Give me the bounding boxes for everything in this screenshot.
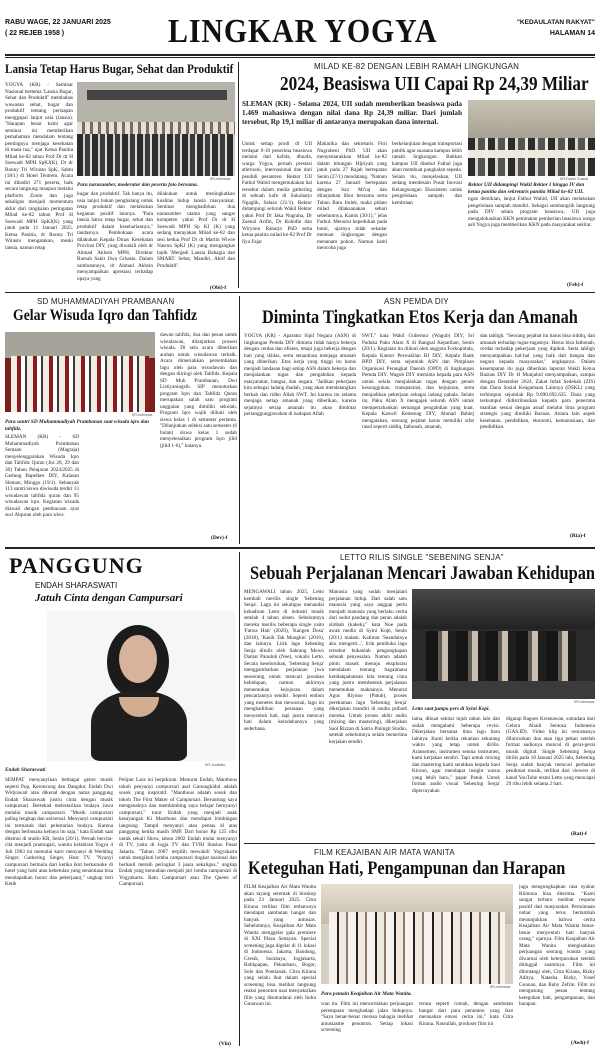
panggung-person-name: ENDAH SHARASWATI	[35, 581, 118, 590]
column-divider	[238, 62, 239, 288]
hijri-date-line: ( 22 REJEB 1958 )	[5, 30, 65, 37]
masthead-motto: "KEDAULATAN RAKYAT"	[516, 19, 595, 26]
film-photo-credit: KR-Istimewa	[490, 985, 511, 989]
section-rule	[244, 843, 595, 844]
masthead-rule	[5, 54, 595, 56]
uii-headline: 2024, Beasiswa UII Capai Rp 24,39 Miliar	[280, 73, 589, 95]
sd-column-2: dawan tahfidz, doa dan pesan untuk wisudawan, dilanjutkan prosesi wisuda. Di sela acara diberikan arahan untuk wisudawan terbaik. Acara dimeriahkan persembahan lagu oleh para wisudawan dan dengan diiringi oleh Tahfidz. Kepala SD Muh Prambanan, Dwi Listiyaningsih SIP menuturkan program Iqro dan Tahfidz Quran merupakan salah satu program unggulan yang dimiliki sekolah. Program Iqro wajib diikuti oleh siswa kelas 1 di semester pertama. "Dilanjutkan seleksi satu semester (6 bulan) siswa kelas 1 sudah menyelesaikan program Iqro jilid (jilid 1-6)," katanya.	[160, 332, 237, 449]
uii-column-2: Maharika dan sekretaris Fitri Nugraheni PhD. UII akan menyemarakkan Milad ke-82 dalam hitungan Hijriyah yang jatuh pada 27 Rajab bertepatan Senin (27/1) mendatang. "Namun karena 27 Januari bertepatan dengan Isra Mi'raj dan dilanjutkan libur bersama serta Tahun Baru Imlek, maka pidato milad dilaksanakan sehari sebelumnya, Kamis (30/1)," jelas Fathul. Menurut kepedulian pada bumi, ujarnya tidak sekadar memuat lingkungan dengan menanam pohon. Namun kami mencoba juga	[317, 141, 387, 251]
letto-press-photo	[412, 589, 595, 699]
lansia-column-2: bugar dan produktif. Tak hanya itu, usia lanjut bukan penghalang untuk tetap produktif dan melakukan kegiatan positif lainnya. "Para lansia harus tetap bugar, sehat dan produktif dalam kesehariannya," tandasnya. Pembukaan acara dilakukan Kepala Dinas Kesehatan Provinsi DIY, yang diwakili oleh dr Ahmad Akhsin MPH, Direktur Rumah Sakit Jiwa Grhasia. Dalam sambutannya, dr Ahmad Akhsin menyampaikan apresiasi terhadap upaya yang	[77, 191, 153, 282]
sd-kicker: SD MUHAMMADIYAH PRAMBANAN	[37, 297, 175, 306]
letto-column-3: lama, dibuat sekitar tujuh tahun lalu dan sudah mengalami beberapa revisi. Dikerjakan bersama lima lagu baru lainnya. Kami ketika rekaman sekarang waktu yang tetap untuk dirilis. Aransemen, instrumen semua instrumen, kami kerjakan sendiri. Tapi untuk mixing dan mastering kami serahkan kepada Saoi Kirono, agar mendapat insight warna yang lebih baru," papar Patub. Untuk format audio visual 'Sebening Senja' dipercayakan	[412, 716, 500, 794]
panggung-column-1: SEMPAT menyanyikan berbagai genre musik seperti Pop, Keroncong dan Dangdut, Endah Dwi Widyawati atau dikenal dengan nama panggung Endah Sharaswati justru cinta dengan musik campursari. Bertekad melestarikan budaya Jawa melalui musik campursari. "Musik campursari paling lengkap dan universal. Menyanyi campursari ini termasuk dari pelestarian budaya. Karena dengan berbusana kebaya itu saja," kata Endah saat ditemui di studio KR, Senin (20/1). Pernah bercita-cita menjadi pramugari, wanita kelahiran Yogya 4 Juli 1983 ini memulai karir menyanyi di Wedding Singer, Gathering Singer, Host TV. "Nyanyi campursari bermula dari ketika ikut berkaraoke di hotel yang hobi atau kebetulan yang senantiasa bisa mendapatkan honor dan pekerjaan)," ungkap istri Ketik	[5, 777, 113, 887]
letto-kicker: LETTO RILIS SINGLE "SEBENING SENJA"	[340, 553, 504, 562]
sd-photo-credit: KR-Istimewa	[132, 413, 153, 417]
panggung-column-2: Pelipur Lara ini berpikiran. Menurut Endah, Manthous tokoh penyanyi campursari asal Gunungkidul adalah sosok yang inspiratif. "Manthous adalah sosok dan tokoh The First Maker of Campursari. Beruntung saya mengenalnya dan membimbing saya belajar bernyanyi campursari," tutur Endah yang menjadi anak kesayangan Ki Manthous dan mendapat bimbingan langsung. Tampil menyanyi atau pentas di atas panggung ketika masih SMP. Dari honor Rp 125 ribu untuk sekali Show, tahun 2002 Endah mulai menyanyi di TV, yaitu di Jogja TV dan TVRI Stasiun Pusat Jakarta. "Tahun 2007 terpilih mewakili Yogyakarta untuk mengikuti lomba campursari tingkat nasional dan berhasil meraih peringkat 3 juara sekaligus," ungkap Endah yang kemudian menjadi juri lomba campursari di Yogyakarta. Ratu Campursari atau The Queen of Campursari.	[119, 777, 237, 887]
lansia-photo-credit: KR-Istimewa	[210, 177, 231, 181]
panggung-section	[5, 551, 237, 1050]
lansia-headline: Lansia Tetap Harus Bugar, Sehat dan Produktif	[5, 61, 234, 76]
endah-photo-credit: KR-Juwitatto	[205, 763, 226, 767]
story-letto	[244, 551, 595, 841]
asn-column-1: YOGYA (KR) - Aparatur Sipil Negara (ASN) di lingkungan Pemda DIY diminta tidak hanya bekerja dengan cerdas dan efisien, tetapi juga bekerja dengan hati yang ikhlas, serta senantiasa menjaga amanah yang diberikan. Etos kerja yang tinggi itu harus menjadi landasan bagi setiap ASN dalam bekerja dan menjalankan tugas dan pengabdian kepada masyarakat, bangsa, dan negara. "Jadikan pekerjaan kita sebagai ladang ibadah, yang akan mendatangkan berkah dan ridho Allah SWT. Ini karena itu selama menjaga setiap amanah yang diberikan, karena sejatinya setiap amanah itu akan dimintai pertanggungjawaban di hadapan Allah	[244, 333, 356, 417]
letto-column-2: Manusia yang sudah menjalani perjalanan hidup. Dari salah satu manusia yang saya anggap perlu menjadi manusia yang berlaku cerita dari sudut pandang dan peran adalah simbah (kakek)," kata Noe pada awak media di Syini Kopi, Senin (20/1) malam. Kalimat 'Seandainya aku mengerti...', lirik pembuka lagu tersebut bukanlah pengungkapan sebuah penyesalan. Namun adalah pintu masuk menuju eksplorasi mendalam tentang bagaimana ketidakpahaman kita tentang cinta yang justru membentuk perjalanan menemukan maknanya. Menurut Agus Riyono (Patub), proses perekaman lagu 'Sebening Senja' dikerjakan mandiri di studio pribadi mereka. Untuk proses akhir audio (mixing dan mastering), dikerjakan Saoi Rizzan di Satrio Piningit Studio, setelah sebelumnya selalu menerima kerjakan sendiri.	[329, 589, 407, 745]
column-divider	[239, 296, 240, 544]
sd-graduation-photo	[5, 332, 155, 412]
story-lansia	[5, 60, 235, 290]
letto-column-4: digarap Bagoes Kresnawan, sutradara dari Gelora Abadi Sentosa Indonesia (GAS.ID). Video klip ini rencananya diluncurkan dua atau tiga pekan setelah format audionya muncul di gerai-gerai musik digital. Single Sebening Senja dirilis pada 18 Januari 2025 lalu, Sebening Senja sudah banyak mencuri perhatian penikmat musik, terlihat dari viewers di kanal YouTube resmi Letto yang mencapai 29 ribu lebih selama 2 hari.	[506, 716, 595, 787]
panggung-subtitle: Jatuh Cinta dengan Campursari	[35, 592, 183, 604]
asn-column-2: SWT," kata Wakil Gubernur (Wagub) DIY, Sri Paduka Paku Alam X di Bangsal Kepatihan, Senin (20/1). Kegiatan itu diikuti oleh anggota Forkopimda, Kepala Kantor Perwakilan BI DIY, Kepala Bank BPD DIY, serta sejumlah ASN dan Pimpinan Organisasi Perangkat Daerah (OPD) di lingkungan Pemda DIY. Wagub DIY meminta kepada para ASN untuk selalu menjalankan tugas dengan penuh kesungguhan, transparansi, dan kejujuran, serta menjadikan pekerjaan sebagai ladang pahala. Selain itu, Paku Alam X mengajak seluruh ASN untuk mempertahankan semangat pengabdian yang kuat. Kepala Kanwil Kemenag DIY, Ahmad Bahiej mengatakan, seorang pejabat harus memiliki sifat rasul seperti siddiq, fathonah, amanah,	[362, 333, 474, 430]
asn-signature: (Ria)-f	[570, 533, 586, 539]
film-signature: (Awh)-f	[571, 1040, 589, 1046]
endah-portrait-photo	[47, 611, 235, 761]
asn-headline: Diminta Tingkatkan Etos Kerja dan Amanah	[262, 307, 578, 328]
film-column-1: FILM Keajaiban Air Mata Wanita akan tayang serentak di bioskop pada 23 Januari 2025. Citra Kirana terlibat film terbarunya mendapat sambutan hangat dan banyak yang antusias. Sebelumnya, Keajaiban Air Mata Wanita menggelar gala premiere di XXI Plaza Senayan. Special screening juga digelar di 11 lokasi di Indonesia. Jakarta, Bandung, Gresik, Surabaya, Jogjakarta, Balikpapan, Pekanbaru, Bogor, Solo dan Pontianak. Citra Kirana yang selalu ikut dalam special screening bisa melihat langsung reaksi penonton usai menyaksikan film yang disutradarai oleh Indra Gunawan ini.	[244, 884, 316, 1007]
uii-kicker: MILAD KE-82 DENGAN LEBIH RAMAH LINGKUNGAN	[314, 62, 520, 71]
section-rule	[5, 292, 595, 293]
uii-rector-photo	[468, 100, 595, 176]
asn-kicker: ASN PEMDA DIY	[384, 297, 449, 306]
masthead-title: LINGKAR YOGYA	[168, 13, 438, 50]
film-column-3: terasa seperti rumah, dengan sambutan hangat dari para penonton yang ikut merasakan emosi cerita ini," kata Citra Kirana. Nasrullah, produser film ini	[419, 1001, 513, 1027]
film-kicker: FILM KEAJAIBAN AIR MATA WANITA	[314, 848, 455, 857]
panggung-signature: (Vin)	[219, 1041, 232, 1047]
sd-headline: Gelar Wisuda Iqro dan Tahfidz	[13, 307, 198, 324]
section-rule	[5, 547, 595, 549]
page-number: HALAMAN 14	[549, 30, 595, 37]
film-column-2: wan itu. Film ini menceritakan perjuangan perempuan menghadapi jalan hidupnya. "Saya benar-benar merasa bahagia melihat antusiasme penonton. Setiap lokasi screening	[321, 1001, 413, 1033]
letto-signature: (Rat)-f	[571, 831, 587, 837]
endah-photo-caption: Endah Sharaswati	[5, 767, 46, 773]
panggung-label: PANGGUNG	[9, 553, 144, 578]
sd-column-1: SLEMAN (KR) - SD Muhammadiyah Prambanan Semaan (Magraja) menyelenggarakan Wisuda Iqro dan Tahfidz Quran (Jus 28, 29 dan 30) Tahun Pelajaran 2024/2025 di Gedung Bapelkes DIY, Kalasan Sleman, Minggu (19/1). Sebanyak 113 santri/siswa diwisuda terdiri 13 wisudawan tahfidz quran dan 95 wisudawan iqro. Kegiatan wisuda diawali dengan pembacaan ayat suci Alquran oleh para wisu-	[5, 434, 79, 518]
sd-signature: (Dev)-f	[211, 535, 228, 541]
lansia-column-3: dilakukan untuk meningkatkan kualitas hidup lansia masyarakat. Seminar menghadirkan dua narasumber utama yang sangat kompeten yakni Prof Dr dr H Soewadi MPH Sp KJ (K) yang sedang merayakan Milad ke-82 dan sesi kedua Prof Dr dr Martin Wiwie Nasrun SpKJ (K) yang mengangkat topik 'Menjadi Lansia Bahagia dan SMART: Sehat, Mandiri, Aktif dan Produktif'.	[157, 191, 235, 269]
film-headline: Keteguhan Hati, Pengampunan dan Harapan	[248, 858, 566, 879]
lansia-column-1: YOGYA (KR) - Seminar Nasional bertema 'Lansia Bugar, Sehat dan Produktif' membahas wawasan sehat, bugar dan produktif tentang persiapan menggapai lanjut usia (lansia). "Harapan besar kami agar seminar ini memberikan pemahaman mendalam tentang pentingnya menjaga kesehatan di masa tua," ujar Ketua Panitia Milad ke-82 tahun Prof Dr dr H Soewadi MPH SpKJ(K), Dr dr Ronny Tri Wirasto SpK, Sabtu (18/1) di Hotel Tentrem. Acara ini dihadiri 271 peserta, baik secara langsung maupun melalui platform Zoom dan juga sekaligus menjadi momentum akhir dari rangkaian peringatan Milad ke-82 tahun Prof H Soewadi MPH SpKJ(K) yang jatuh pada 11 Januari 2025. Ketua Panitia, dr Ronny Tri Wirasto mengatakan, meski lansia, namun tetap	[5, 82, 73, 251]
date-line: RABU WAGE, 22 JANUARI 2025	[5, 19, 111, 26]
masthead	[0, 0, 600, 56]
column-divider	[239, 552, 240, 1046]
story-uii	[242, 60, 595, 290]
lansia-signature: (Obi)-f	[210, 285, 227, 291]
sd-photo-caption: Para santri SD Muhammadiyah Prambanan saat wisuda iqro dan tahfidz.	[5, 419, 149, 432]
masthead-rule-thin	[5, 57, 595, 58]
film-cast-photo	[321, 884, 513, 984]
lansia-photo-caption: Para narasumber, moderator dan peserta foto bersama.	[77, 182, 198, 188]
letto-photo-caption: Letto saat jumpa pers di Syini Kopi.	[412, 706, 490, 712]
asn-column-3: dan tabligh. "Seorang pejabat itu harus bisa siddiq, dan amanah terhadap tugas-tugasnya. Harus bisa fathonah, cerdas terhadap pekerjaan yang dipikul. Serta tabligh menyampaikan hal-hal yang baik dari bangsa dan negara kepada masyarakat," ungkapnya. Dalam kesempatan itu juga diberikan laporan Wakil Ketua Baznas DIY Dr H Munjahid menyampaikan, sampai dengan Desember 2024, Zakat Infak Sedekah (ZIS) dan Dana Sosial Keagamaan Lainnya (DSKL) yang terhimpun sejumlah Rp 9.890.692.635. Dana yang terkumpul didistribusikan kepada para penerima manfaat sesuai dengan asnaf melalui lima program strategis yang dimiliki Baznas. Antara lain aspek kesehatan, pendidikan, ekonomi, kemanusiaan, dan pendidikan.	[480, 333, 595, 430]
letto-column-1: MENGAWALI tahun 2025, Letto kembali merilis single 'Sebening Senja'. Lagu ini sekaligus menandai kehadiran Letto di industri musik setelah 4 tahun absen. Sebelumnya mereka merilis beberapa single yaitu 'Fatwa Hati' (2020), 'Kangen Dosa' (2018), 'Kasih Tak Mungkin' (2016), dan lainnya. Lirik lagu Sebening Senja ditulis oleh Sabrang Mowo Damar Panuluh (Noe), vokalis Letto. Secara keseluruhan, 'Sebening Senja' menggambarkan perjalanan jiwa seseorang untuk mencari jawaban kehidupan, namun akhirnya menemukan kejujuran dalam pencariannya sendiri. Seperti embun yang menetes dan mewarnai, lagu ini menghadirkan perasaan yang menyentuh hati, tapi justru mencuri hati dalam keindahannya yang sederhana.	[244, 589, 324, 732]
film-photo-caption: Para pemain Keajaiban Air Mata Wanita.	[321, 991, 412, 997]
letto-photo-credit: KR-Istimewa	[574, 700, 595, 704]
lansia-group-photo	[77, 82, 235, 176]
story-sd-muhammadiyah	[5, 295, 237, 545]
story-asn	[244, 295, 595, 545]
uii-signature: (Feb)-f	[567, 282, 584, 288]
uii-column-4: ngan demikian, lanjut Fathul Wahid, UII akan melakukan pengelolaan sampah mandiri. Sebagai sumbangsih langsung pada DIY selain program beasiswa, UII juga mengalokasikan KKN peminatan pemberian beasiswa warga asli Yogya juga memberikan KKN pada masyarakat sekitar.	[468, 196, 595, 228]
film-column-4: juga mengungkapkan rasa syukur Riimona bisa diterima. "Kami sangat terharu melihat respons positif dari masyarakat. Permintaan nobar yang terus bertambah menunjukkan bahwa cerita Keajaiban Air Mata Wanita benar-benar menyentuh hati banyak orang," ujarnya. Film Keajaiban Air Mata Wanita mengisahkan perjuangan seorang wanita yang diwarnai oleh keterpurukan setelah ditinggal suaminya. Film ini dibintangi oleh, Citra Kirana, Rizky Aditya, Natasha Rizky, Yosef Gunnan, dan Ruby Zefrin. Film ini mengusung pesan tentang keteguhan hati, pengampunan, dan harapan.	[519, 884, 595, 1007]
uii-photo-credit: KR-Fachri Susilat	[560, 177, 588, 181]
story-film	[244, 846, 595, 1048]
uii-lead: SLEMAN (KR) - Selama 2024, UII sudah memberikan beasiswa pada 1.469 mahasiswa dengan nilai dana Rp 24,39 miliar. Dari jumlah tersebut, Rp 19,1 miliar di antaranya merupakan dana internal.	[242, 100, 462, 126]
uii-photo-caption: Rektor UII didampingi Wakil Rektor I hingga IV dan ketua panitia dan sekretaris panitia Milad ke-82 UII.	[468, 182, 585, 195]
uii-column-3: berkelanjutan dengan transportasi publik agar suasana kampus lebih ramah lingkungan. Bahkan kampus UII disebut Fathul juga akan membuat pangkalan sepeda. Selain itu, menjelaskan, UII sedang mendesain Pusat Inovasi Kelangsungan Ekosistem untuk pengelolaan sampah dan kemitraan	[392, 141, 462, 206]
letto-headline: Sebuah Perjalanan Mencari Jawaban Kehidupan	[250, 563, 596, 584]
uii-column-1: Untuk setiap prodi di UII terdapat 9-10 penerima beasiswa melalui dari hafidz, dhuafa, warga Yogya, pernah prestasi atlet/seni, internasional dan dari pendidi pesantren. Rektor UII Fathul Wahid mengemukakan hal tersebut dalam media gathering di sebuah kafe di Sukoharjo Ngaglik, Selasa (21/1). Rektor didampingi seluruh Wakil Rektor yakni Prof Dr Jaka Nugraha, Dr Zaenal Arifin, Dr Rohidin dan Wiryono Raharjo PhD serta ketua panitia milad ke-82 Prof Dr Ilya Fajar	[242, 141, 312, 245]
